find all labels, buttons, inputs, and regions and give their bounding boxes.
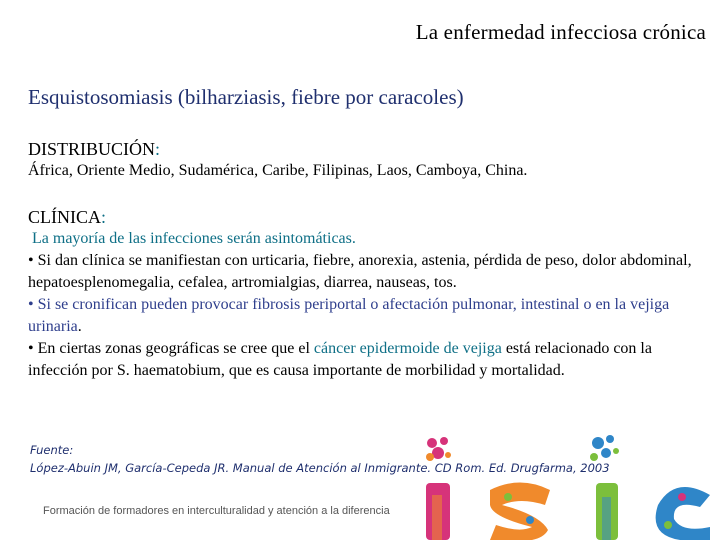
clinical-paragraph-4-start: • En ciertas zonas geográficas se cree que el (28, 340, 314, 357)
clinical-paragraph-2: • Si dan clínica se manifiestan con urticaria, fiebre, anorexia, astenia, pérdida de peso, dolor abdominal, hepatoesplenomegalia, cefalea, artromialgias, diarrea, nauseas, tos. (28, 252, 692, 291)
distribution-colon: : (155, 139, 161, 159)
clinical-colon: : (101, 207, 107, 227)
distribution-heading: DISTRIBUCIÓN (28, 139, 156, 159)
clinical-paragraph-3 (28, 294, 694, 338)
clinical-heading-line (28, 206, 694, 228)
source-citation: López-Abuin JM, García-Cepeda JR. Manual de Atención al Inmigrante. CD Rom. Ed. Drugfarma, 2003 (30, 461, 610, 475)
clinical-paragraph-4-highlight: cáncer epidermoide de vejiga (313, 340, 502, 357)
distribution-heading-line (28, 138, 694, 160)
clinical-heading: CLÍNICA (28, 207, 101, 227)
slide-header-title: La enfermedad infecciosa crónica (415, 20, 706, 44)
clinical-paragraph-3-text: • Si se cronifican pueden provocar fibrosis periportal o afectación pulmonar, intestinal o en la vejiga urinaria (28, 296, 670, 335)
source-note (30, 441, 610, 477)
clinical-paragraph-4 (28, 338, 694, 382)
footer-text: Formación de formadores en interculturalidad y atención a la diferencia (43, 505, 390, 517)
source-label: Fuente: (30, 443, 74, 457)
clinical-paragraph-3-end: . (77, 318, 82, 335)
distribution-block (28, 138, 694, 182)
clinical-block (28, 206, 694, 382)
distribution-text: África, Oriente Medio, Sudamérica, Caribe, Filipinas, Laos, Camboya, China. (28, 162, 528, 179)
clinical-paragraph-1: La mayoría de las infecciones serán asintomáticas. (32, 230, 356, 247)
section-title: Esquistosomiasis (bilharziasis, fiebre por caracoles) (28, 85, 464, 109)
clinical-paragraph-4-end: está relacionado con la infección por S. haematobium, que es causa importante de morbilidad y mortalidad. (28, 340, 652, 379)
